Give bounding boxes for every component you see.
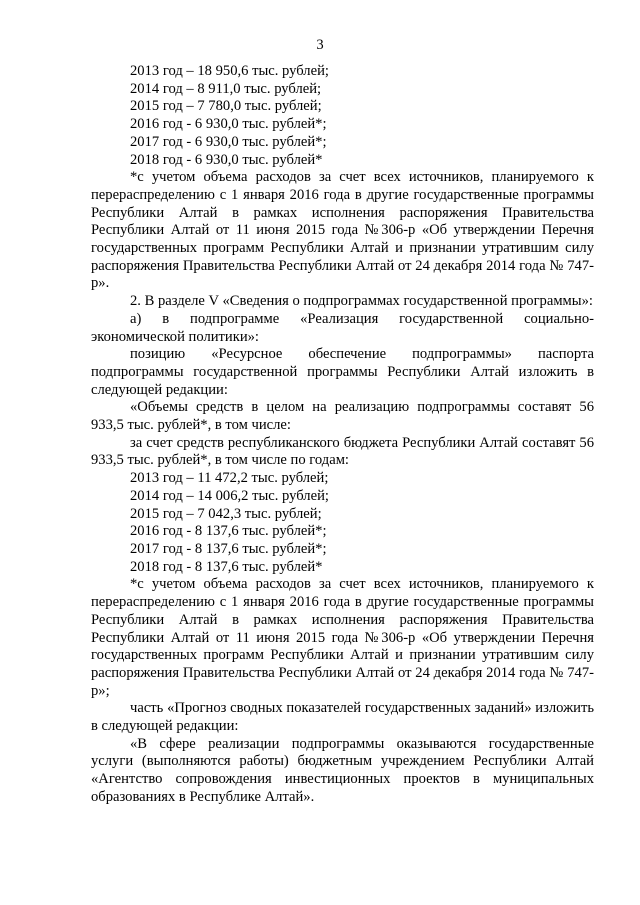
budget-year-line: 2017 год - 8 137,6 тыс. рублей*; xyxy=(130,540,327,557)
budget-year-line: 2016 год - 6 930,0 тыс. рублей*; xyxy=(130,116,327,133)
budget-year-line: 2016 год - 8 137,6 тыс. рублей*; xyxy=(130,523,327,540)
budget-year-line: 2015 год – 7 780,0 тыс. рублей; xyxy=(130,98,322,115)
budget-year-line: 2018 год - 6 930,0 тыс. рублей* xyxy=(130,151,323,168)
paragraph: «В сфере реализации подпрограммы оказываются государственные услуги (выполняются работы) бюджетным учреждением Республики Алтай «Агентство сопровождения инвестиционных проектов в муниципальных образованиях в Республике Алтай». xyxy=(91,735,594,805)
paragraph: часть «Прогноз сводных показателей государственных заданий» изложить в следующей редакции: xyxy=(91,700,594,735)
paragraph: «Объемы средств в целом на реализацию подпрограммы составят 56 933,5 тыс. рублей*, в том числе: xyxy=(91,399,594,434)
budget-year-line: 2015 год – 7 042,3 тыс. рублей; xyxy=(130,505,322,522)
paragraph: а) в подпрограмме «Реализация государственной социально-экономической политики»: xyxy=(91,310,594,345)
budget-year-line: 2017 год - 6 930,0 тыс. рублей*; xyxy=(130,133,327,150)
budget-year-line: 2014 год – 8 911,0 тыс. рублей; xyxy=(130,80,322,97)
budget-year-line: 2013 год – 11 472,2 тыс. рублей; xyxy=(130,470,329,487)
budget-year-line: 2018 год - 8 137,6 тыс. рублей* xyxy=(130,558,323,575)
budget-year-line: 2013 год – 18 950,6 тыс. рублей; xyxy=(130,63,329,79)
paragraph: *с учетом объема расходов за счет всех источников, планируемого к перераспределению с 1 января 2016 года в другие государственные программы Республики Алтай в рамках исполнения распоряжения Правительства Республики Алтай от 11 июня 2015 года №306-р «Об утверждении Перечня государственных программ Республики Алтай и признании утратившим силу распоряжения Правительства Республики Алтай от 24 декабря 2014 года № 747-р»; xyxy=(91,576,594,699)
budget-year-line: 2014 год – 14 006,2 тыс. рублей; xyxy=(130,487,329,504)
document-body xyxy=(91,63,594,807)
paragraph: 2. В разделе V «Сведения о подпрограммах государственной программы»: xyxy=(130,293,593,310)
paragraph: *с учетом объема расходов за счет всех источников, планируемого к перераспределению с 1 января 2016 года в другие государственные программы Республики Алтай в рамках исполнения распоряжения Правительства Республики Алтай от 11 июня 2015 года №306-р «Об утверждении Перечня государственных программ Республики Алтай и признании утратившим силу распоряжения Правительства Республики Алтай от 24 декабря 2014 года № 747-р». xyxy=(91,169,594,292)
paragraph: позицию «Ресурсное обеспечение подпрограммы» паспорта подпрограммы государственной программы Республики Алтай изложить в следующей редакции: xyxy=(91,346,594,398)
paragraph: за счет средств республиканского бюджета Республики Алтай составят 56 933,5 тыс. рублей*, в том числе по годам: xyxy=(91,434,594,469)
page-number: 3 xyxy=(316,37,324,53)
